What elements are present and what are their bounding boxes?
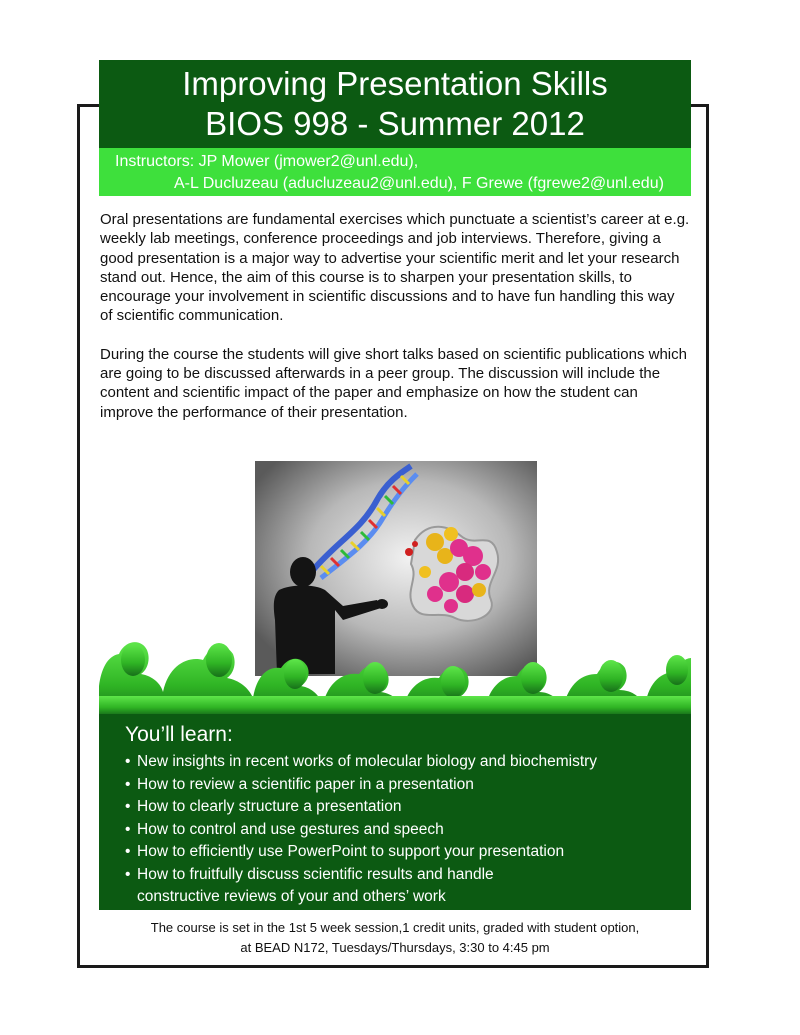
learn-item: • How to review a scientific paper in a presentation: [125, 774, 691, 797]
instructors-banner: [99, 148, 691, 196]
learn-heading: You’ll learn:: [125, 723, 233, 746]
learn-item: • New insights in recent works of molecular biology and biochemistry: [125, 751, 691, 774]
learn-item: • How to clearly structure a presentation: [125, 796, 691, 819]
footer-line-1: The course is set in the 1st 5 week session,1 credit units, graded with student option,: [150, 920, 640, 935]
course-details-footer: [99, 918, 691, 958]
instructors-line-2: A-L Ducluzeau (aducluzeau2@unl.edu), F Grewe (fgrewe2@unl.edu): [174, 175, 664, 192]
intro-paragraph-1: Oral presentations are fundamental exercises which punctuate a scientist’s career at e.g. weekly lab meetings, conference proceedings and job interviews. Therefore, giving a good presentation is a major way to advertise your scientific merit and let your research stand out. Hence, the aim of this course is to sharpen your presentation skills, to encourage your involvement in scientific discussions and to have fun handling this way of scientific communication.: [100, 211, 690, 325]
learn-item: • How to efficiently use PowerPoint to support your presentation: [125, 841, 691, 864]
course-subtitle: BIOS 998 - Summer 2012: [205, 105, 585, 142]
course-description: [100, 210, 690, 441]
page-title: Improving Presentation Skills: [182, 65, 608, 102]
learn-item: • How to fruitfully discuss scientific results and handle constructive reviews of your and others’ work: [125, 864, 567, 909]
presenter-illustration: [99, 460, 691, 715]
learn-list: [125, 751, 691, 909]
learning-outcomes-box: [99, 714, 691, 910]
footer-line-2: at BEAD N172, Tuesdays/Thursdays, 3:30 to 4:45 pm: [240, 940, 550, 955]
title-banner: [99, 60, 691, 148]
learn-item: • How to control and use gestures and speech: [125, 819, 691, 842]
protein-structure-icon: [405, 527, 498, 621]
instructors-line-1: Instructors: JP Mower (jmower2@unl.edu),: [115, 153, 419, 170]
intro-paragraph-2: During the course the students will give short talks based on scientific publications which are going to be discussed afterwards in a peer group. The discussion will include the content and scientific impact of the paper and emphasize on how the student can improve the performance of their presentation.: [100, 345, 687, 421]
illustration-area: [99, 460, 691, 715]
